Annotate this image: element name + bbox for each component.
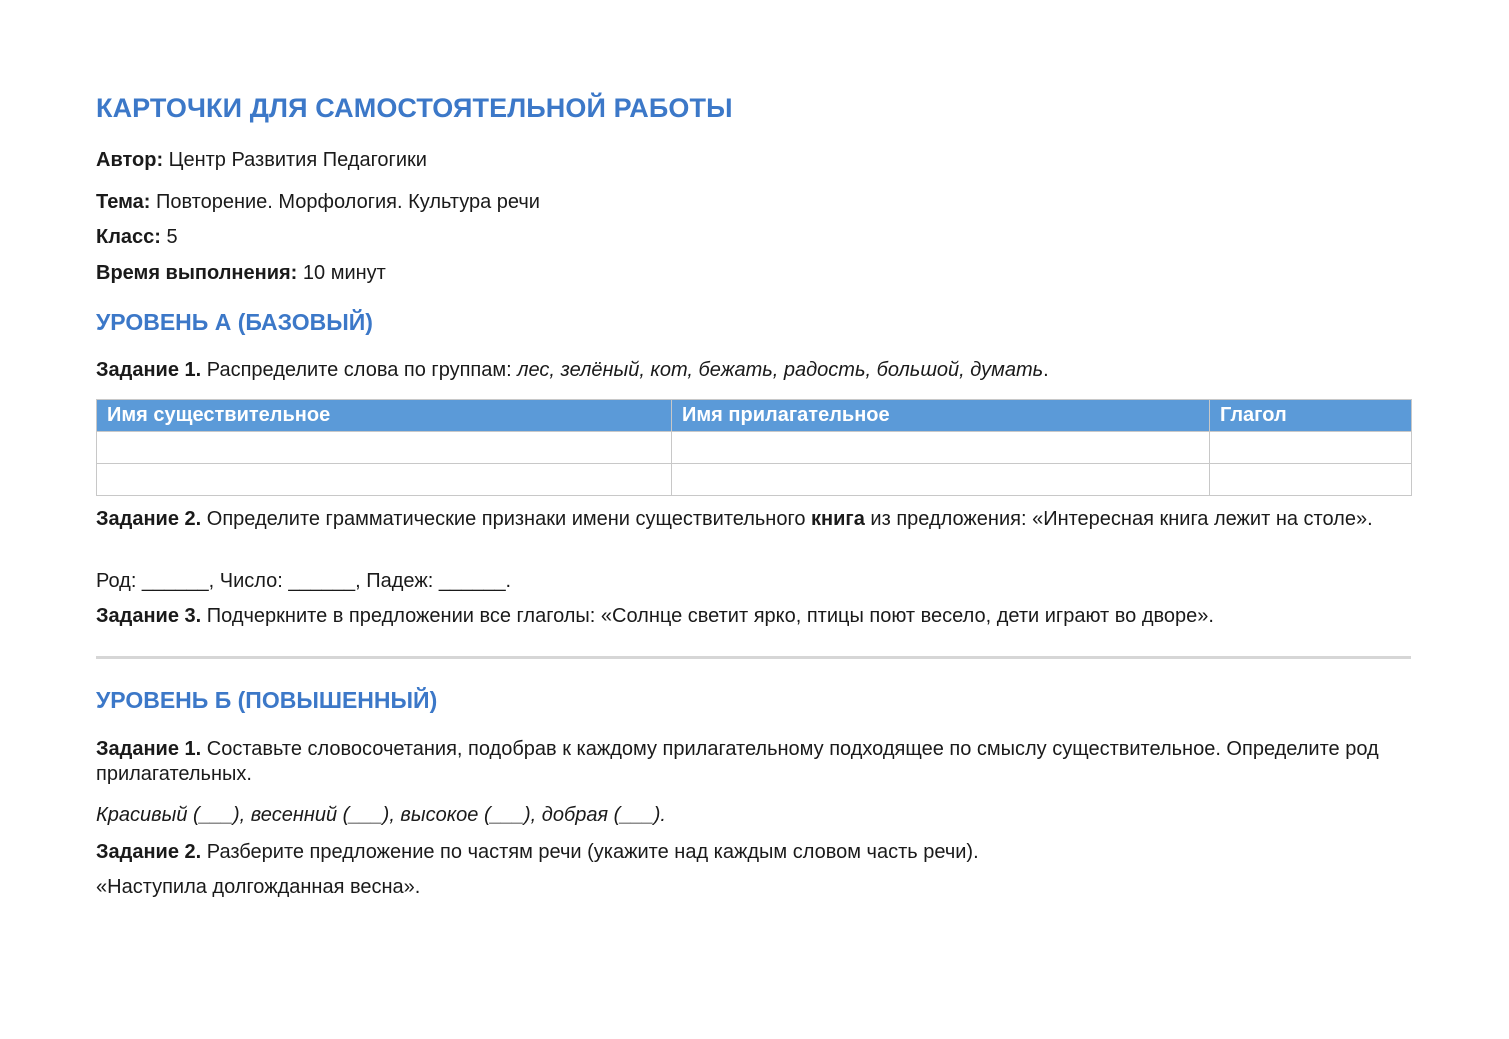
level-b-task1-text: Составьте словосочетания, подобрав к каждому прилагательному подходящее по смыслу существительное. Определите род прилагательных. [96, 738, 1379, 785]
level-a-heading: УРОВЕНЬ А (БАЗОВЫЙ) [96, 309, 373, 335]
table-cell-noun[interactable] [97, 464, 672, 496]
table-cell-noun[interactable] [97, 432, 672, 464]
level-a-task1-end: . [1043, 359, 1049, 381]
level-a-task2-text-after: из предложения: «Интересная книга лежит на столе». [864, 508, 1373, 530]
level-a-task1-text: Распределите слова по группам: [201, 359, 518, 381]
level-b-task2-text: Разберите предложение по частям речи (укажите над каждым словом часть речи). [201, 841, 979, 863]
level-a-task1-label: Задание 1. [96, 359, 202, 381]
meta-topic [96, 190, 540, 214]
level-b-task2 [96, 840, 1411, 865]
table-cell-adjective[interactable] [672, 432, 1210, 464]
meta-topic-value: Повторение. Морфология. Культура речи [150, 191, 540, 213]
level-b-heading: УРОВЕНЬ Б (ПОВЫШЕННЫЙ) [96, 687, 438, 713]
meta-author-value: Центр Развития Педагогики [163, 149, 427, 171]
table-row [97, 432, 1412, 464]
meta-class [96, 225, 178, 249]
meta-class-value: 5 [160, 226, 178, 248]
level-b-task2-sentence: «Наступила долгожданная весна». [96, 876, 421, 898]
level-b-task2-label: Задание 2. [96, 841, 202, 863]
table-header-adjective: Имя прилагательное [672, 400, 1210, 432]
level-b-task1-fill [96, 803, 1411, 828]
meta-time-label: Время выполнения: [96, 262, 298, 284]
level-a-task2-word: книга [811, 508, 865, 530]
level-a-task3-text: Подчеркните в предложении все глаголы: «Солнце светит ярко, птицы поют весело, дети играют во дворе». [201, 605, 1214, 627]
level-b-task1 [96, 737, 1411, 787]
level-a-task1-words: лес, зелёный, кот, бежать, радость, большой, думать [517, 359, 1044, 381]
table-header-row [97, 400, 1412, 432]
level-a-task2-fill: Род: ______, Число: ______, Падеж: ______. [96, 570, 512, 592]
level-a-task2 [96, 507, 1411, 532]
meta-time-value: 10 минут [297, 262, 386, 284]
table-cell-verb[interactable] [1210, 432, 1412, 464]
level-a-task3 [96, 604, 1411, 629]
meta-author [96, 148, 427, 172]
table-row [97, 464, 1412, 496]
meta-time [96, 261, 386, 285]
table-cell-adjective[interactable] [672, 464, 1210, 496]
table-header-verb: Глагол [1210, 400, 1412, 432]
level-a-task3-label: Задание 3. [96, 605, 202, 627]
word-groups-table [96, 399, 1412, 496]
level-b-task1-label: Задание 1. [96, 738, 202, 760]
table-cell-verb[interactable] [1210, 464, 1412, 496]
level-a-task1 [96, 358, 1411, 383]
meta-author-label: Автор: [96, 149, 164, 171]
level-b-task1-fill-text: Красивый (___), весенний (___), высокое (___), добрая (___). [96, 804, 666, 826]
meta-class-label: Класс: [96, 226, 161, 248]
table-header-noun: Имя существительное [97, 400, 672, 432]
section-divider [96, 656, 1411, 659]
page-title: КАРТОЧКИ ДЛЯ САМОСТОЯТЕЛЬНОЙ РАБОТЫ [96, 93, 733, 123]
meta-topic-label: Тема: [96, 191, 151, 213]
level-a-task2-text-before: Определите грамматические признаки имени существительного [201, 508, 812, 530]
level-a-task2-label: Задание 2. [96, 508, 202, 530]
